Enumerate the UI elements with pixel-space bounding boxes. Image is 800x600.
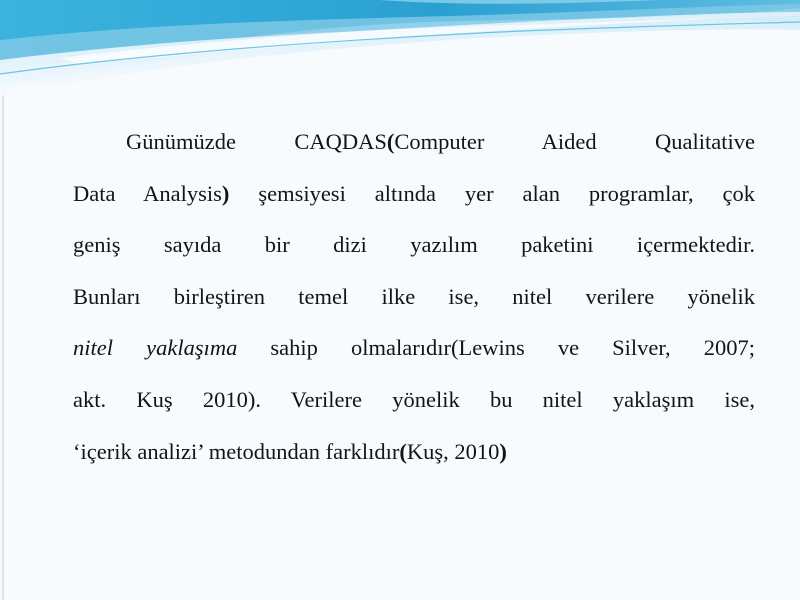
line2-bold-paren: ) [221, 180, 230, 206]
body-paragraph [73, 116, 755, 477]
paragraph-line-2 [73, 168, 755, 220]
line7-bold-paren-open: ( [399, 438, 407, 464]
line1-bold-paren: ( [386, 129, 395, 154]
paragraph-line-7 [73, 426, 755, 478]
paragraph-line-6: akt. Kuş 2010). Verilere yönelik bu nitel yaklaşım ise, [73, 386, 755, 412]
line2-text-a: Data Analysis [73, 180, 222, 206]
line2-text-c: şemsiyesi altında yer alan programlar, çok [229, 180, 756, 206]
paragraph-line-5 [73, 322, 755, 374]
paragraph-line-4: Bunları birleştiren temel ilke ise, nitel verilere yönelik [73, 283, 755, 309]
line7-text-a: ‘içerik analizi’ metodundan farklıdır [73, 438, 400, 464]
paragraph-line-1 [73, 116, 755, 168]
header-wave-decoration [0, 0, 800, 110]
line1-text-c: Computer Aided Qualitative [394, 129, 755, 154]
line1-text-a: Günümüzde CAQDAS [126, 129, 387, 154]
line5-italic-term: nitel yaklaşıma [73, 335, 238, 361]
line7-bold-paren-close: ) [499, 438, 507, 464]
line5-text-rest: sahip olmalarıdır(Lewins ve Silver, 2007; [237, 335, 755, 361]
paragraph-line-3: geniş sayıda bir dizi yazılım paketini içermektedir. [73, 232, 755, 258]
line7-citation: Kuş, 2010 [406, 438, 500, 464]
